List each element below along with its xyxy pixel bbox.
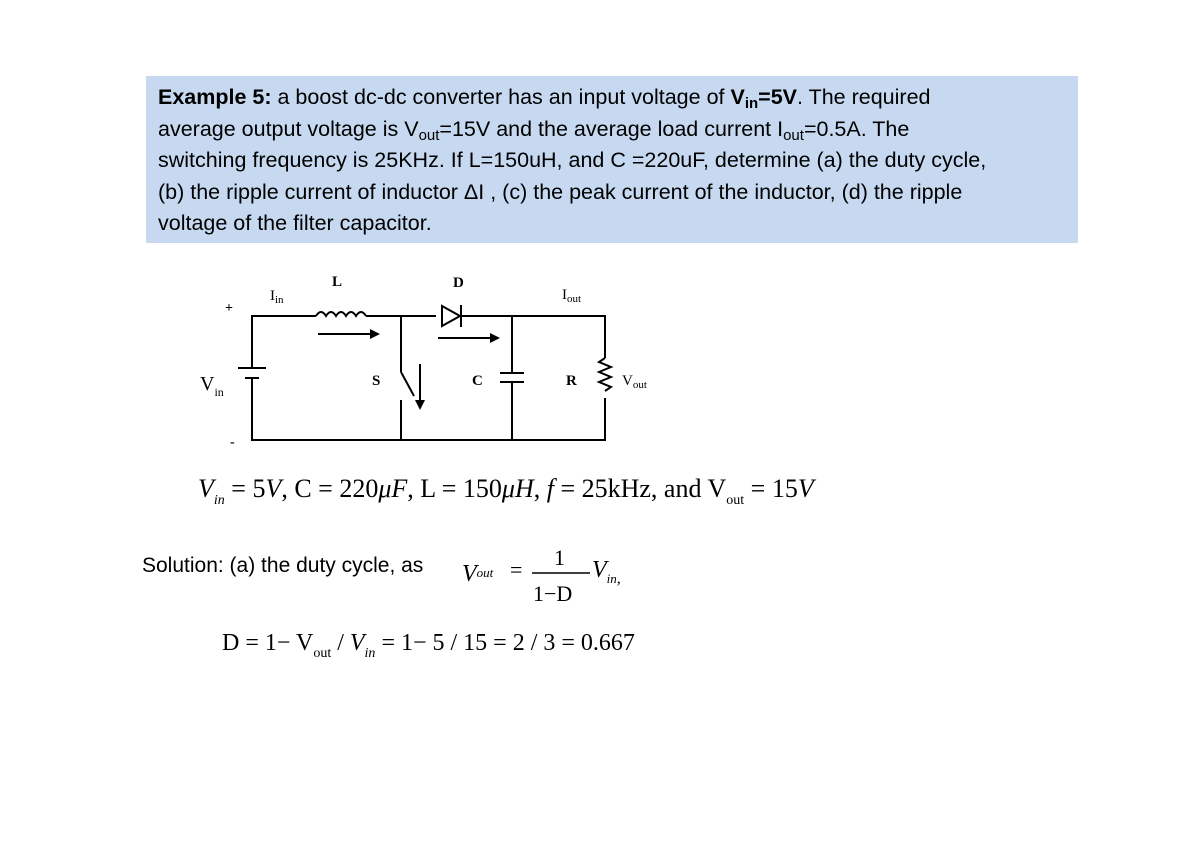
problem-line-2: average output voltage is $V_{out}=15V$ and the average load current $I_{out}=0.5A$. The [158,116,910,144]
resistor-label: R [566,373,577,389]
vout-label: $V_{out}$ [622,373,647,391]
capacitor-label: C [472,373,483,389]
problem-statement [146,76,1078,243]
solution-text: Solution: (a) the duty cycle, as [142,554,424,577]
problem-line-1-end: . The required [797,85,931,109]
example-label: Example 5: [158,85,272,109]
boost-formula [460,541,660,605]
minus-label: - [230,435,235,450]
iin-label: $I_{in}$ [270,288,284,306]
iout-label: $I_{out}$ [562,287,582,305]
problem-line-3: switching frequency is 25KHz. If L=150uH, and C =220uF, determine (a) the duty cycle, [158,148,987,172]
given-values: $V_{in} = 5V$, C = 220μF, L = 150μH, f = 25kHz, and $V_{out} = 15V$ [198,474,814,508]
formula-vout: Vout [462,561,494,587]
problem-line-5: voltage of the filter capacitor. [158,211,432,235]
plus-label: + [225,301,233,316]
duty-cycle-result: $D = 1- V_{out} / V_{in} = 1- 5 / 15 = 2 / 3 = 0.667$ [222,630,635,661]
diode-label: D [453,275,464,291]
vin-label: $V_{in}$ [200,373,224,399]
problem-line-4: (b) the ripple current of inductor ΔI , (c) the peak current of the inductor, (d) the ripple [158,179,963,204]
inductor-label: L [332,274,343,290]
formula-equals: = [510,557,523,582]
vin-value: $V_{in}=5V$ [730,85,798,112]
problem-line-1-text: a boost dc-dc converter has an input voltage of [271,85,731,109]
problem-line-1 [158,82,1066,114]
switch-label: S [372,373,381,389]
boost-converter-circuit [190,268,670,458]
formula-vin: $V_{in}$, [592,557,621,587]
formula-numerator: 1 [554,545,565,570]
formula-denominator: 1−D [533,581,573,605]
